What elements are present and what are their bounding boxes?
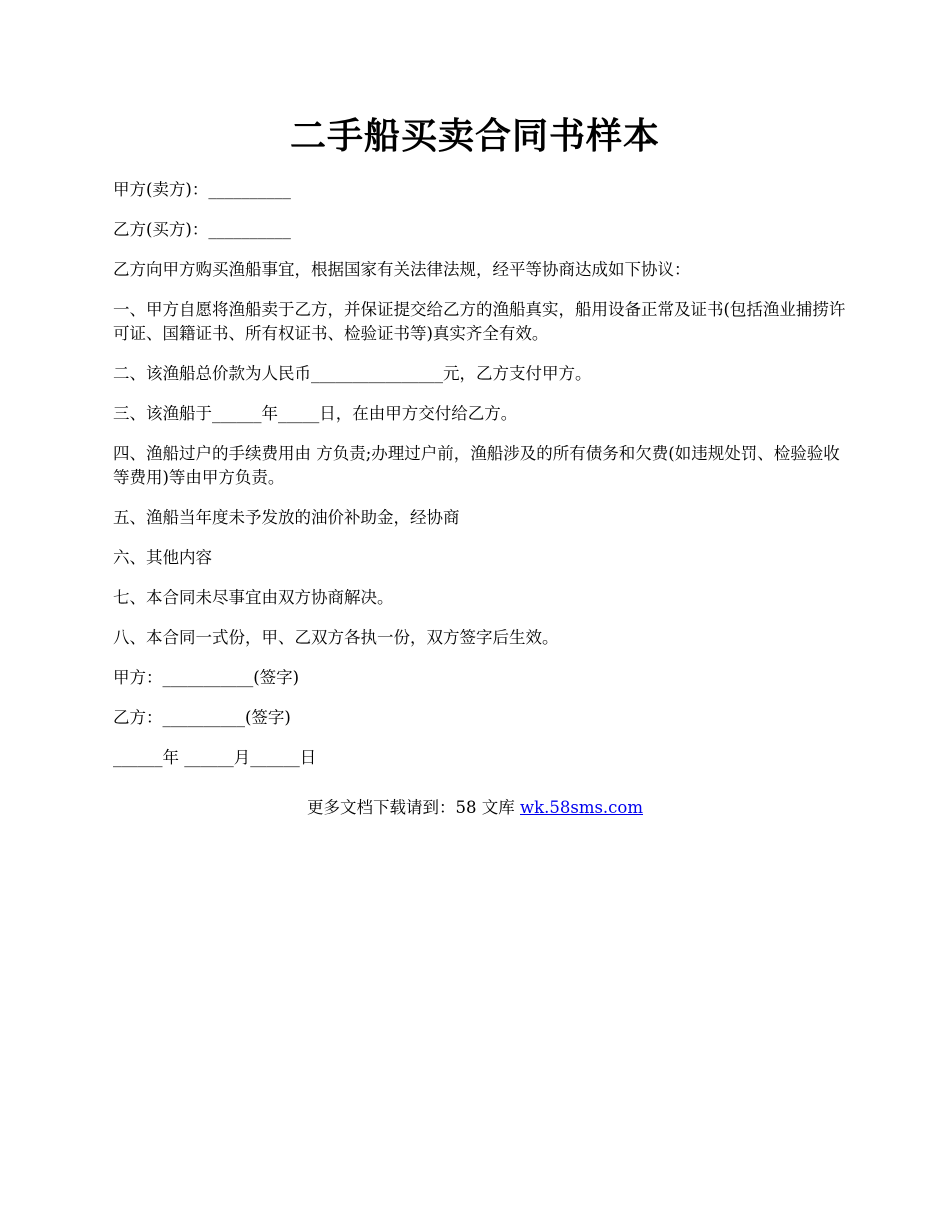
seller-signature-line: 甲方：___________(签字) <box>113 668 300 687</box>
clause-4: 四、渔船过户的手续费用由 方负责;办理过户前，渔船涉及的所有债务和欠费(如违规处罚、检验验收等费用)等由甲方负责。 <box>113 444 840 487</box>
buyer-signature-line: 乙方：__________(签字) <box>113 708 291 727</box>
footer-link[interactable]: wk.58sms.com <box>519 798 643 817</box>
clause-2: 二、该渔船总价款为人民币________________元，乙方支付甲方。 <box>113 364 592 383</box>
footer-text: 更多文档下载请到：58 文库 <box>306 798 520 817</box>
clause-8: 八、本合同一式份，甲、乙双方各执一份，双方签字后生效。 <box>113 628 559 647</box>
clause-7: 七、本合同未尽事宜由双方协商解决。 <box>113 588 394 607</box>
preamble: 乙方向甲方购买渔船事宜，根据国家有关法律法规，经平等协商达成如下协议： <box>113 260 691 279</box>
clause-3: 三、该渔船于______年_____日，在由甲方交付给乙方。 <box>113 404 518 423</box>
buyer-line: 乙方(买方)：__________ <box>113 220 291 239</box>
clause-5: 五、渔船当年度未予发放的油价补助金，经协商 <box>113 508 460 527</box>
date-line: ______年 ______月______日 <box>113 748 317 767</box>
seller-line: 甲方(卖方)：__________ <box>113 180 291 199</box>
footer <box>0 796 950 820</box>
contract-body <box>113 178 853 786</box>
clause-6: 六、其他内容 <box>113 548 212 567</box>
clause-1: 一、甲方自愿将渔船卖于乙方，并保证提交给乙方的渔船真实，船用设备正常及证书(包括渔业捕捞许可证、国籍证书、所有权证书、检验证书等)真实齐全有效。 <box>113 300 846 343</box>
document-title: 二手船买卖合同书样本 <box>289 115 660 157</box>
